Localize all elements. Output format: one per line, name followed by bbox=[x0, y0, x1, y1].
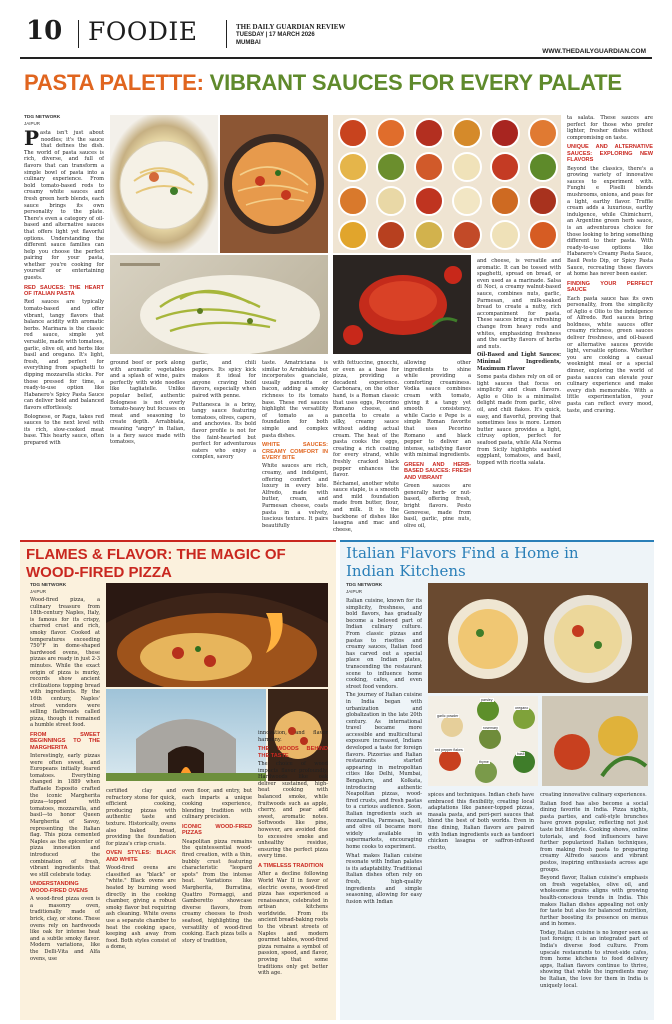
paragraph: asta isn't just about noodles; it's the sauce that defines the dish. The world of pasta sauces is rich, diverse, and full of flavors that can transform a simple bowl of pasta into a culinary experience. From bold tomato-based reds to creamy white sauces and fresh green herb blends, each sauce brings its own personality to the plate. There's even a category of oil-based and alternative sauces that offers light yet flavorful options. Understanding the different sauce families can help you choose the perfect pairing for your pasta, whether you're cooking for yourself or entertaining guests. bbox=[24, 130, 104, 282]
paragraph: Beyond flavor, Italian cuisine's emphasis on fresh vegetables, olive oil, and wholesome grains aligns with growing health-conscious trends in India. This makes Italian dishes appealing not only for taste but also for balanced nutrition, further boosting its presence on menus and in homes. bbox=[540, 875, 648, 928]
tomato-sauce-illustration bbox=[333, 255, 471, 354]
article2-col2 bbox=[106, 788, 176, 1013]
headline-part-1: PASTA PALETTE: bbox=[24, 70, 204, 95]
paragraph: Wood-fired ovens are classified as "black" or "white." Black ovens are heated by burning wood directly in the cooking chamber, giving a robust smoky flavor but requiring ash cleaning. White ovens use a separate chamber to heat the cooking space, keeping ash away from food. Both styles consist of a dome, bbox=[106, 865, 176, 951]
issue-city: MUMBAI bbox=[236, 40, 261, 46]
masthead-divider-2 bbox=[226, 20, 227, 48]
article1-byline bbox=[24, 115, 104, 126]
byline-city: JAIPUR bbox=[30, 588, 47, 594]
subhead-iconic-pizzas: ICONIC WOOD-FIRED PIZZAS bbox=[182, 823, 252, 837]
masthead-divider bbox=[78, 20, 79, 48]
subhead-red-sauces: RED SAUCES: THE HEART OF ITALIAN PASTA bbox=[24, 284, 104, 298]
italian-dishes-photo bbox=[428, 583, 648, 693]
herb-label: basil bbox=[517, 752, 525, 756]
pesto-pasta-illustration bbox=[110, 255, 328, 354]
article1-col3 bbox=[192, 360, 256, 535]
spaghetti-pan-photo bbox=[220, 115, 328, 253]
paragraph: Puttanesca is a briny, tangy sauce featuring tomatoes, olives, capers, and anchovies. Its bold flavor profile is not for the faint-hearted but perfect for adventurous eaters who enjoy a complex, savory bbox=[192, 401, 256, 461]
subhead-green-sauces: GREEN AND HERB-BASED SAUCES: FRESH AND VIBRANT bbox=[404, 461, 471, 481]
masthead bbox=[0, 0, 672, 60]
paragraph: taste. Amatriciana is similar to Arrabbiata but incorporates guanciale, usually pancetta or bacon, adding a smoky richness to its tomato base. These red sauces highlight the versatility of tomato as a foundation for both simple and complex pasta dishes. bbox=[262, 360, 328, 439]
subhead-sweet-beginnings: FROM SWEET BEGINNINGS TO THE MARGHERITA bbox=[30, 731, 100, 751]
pasta-bowl-photo bbox=[110, 115, 218, 253]
pasta-plates-illustration bbox=[428, 583, 648, 693]
article1-headline bbox=[24, 70, 654, 96]
herb-label: rosemary bbox=[483, 726, 498, 730]
paragraph: Oil-Based and Light Sauces: Minimal Ingredients, Maximum Flavor bbox=[477, 352, 561, 372]
paragraph: and cheese, is versatile and aromatic. It can be tossed with spaghetti, spread on bread, or even used as a marinade. Salsa di Noci, a creamy walnut-based sauce, combines nuts, garlic, Parmesan, and milk-soaked bread to create a nutty, rich accompaniment for pasta. These sauces bring a refreshing change from heavy reds and whites, emphasizing freshness and the earthy flavors of herbs and nuts. bbox=[477, 258, 561, 350]
article2-col1 bbox=[30, 597, 100, 1012]
outdoor-oven-illustration bbox=[106, 689, 266, 781]
masthead-rule bbox=[20, 57, 652, 59]
subhead-oven-styles: OVEN STYLES: BLACK AND WHITE bbox=[106, 850, 176, 863]
wood-fired-pizza-photo bbox=[106, 583, 328, 687]
paragraph: Interestingly, early pizzas were often sweet, and Europeans initially feared tomatoes. Everything changed in 1889 when Raffaele Esposito crafted the iconic Margherita pizza—topped with tomatoes, mozzarella, and basil—to honor Queen Margherita of Savoy, representing the Italian flag. This pizza cemented Naples as the epicenter of pizza innovation and introduced the combination of fresh, vibrant ingredients that we still celebrate today. bbox=[30, 753, 100, 878]
paper-name: THE DAILY GUARDIAN REVIEW bbox=[236, 23, 346, 31]
section-title: FOODIE bbox=[88, 17, 198, 46]
paragraph: Each pasta sauce has its own personality, from the simplicity of Aglio e Olio to the indulgence of Alfredo. Red sauces bring boldness, white sauces offer creamy richness, green sauces deliver freshness, and oil-based or alternative sauces provide light, versatile options. Whether you are cooking a casual weeknight meal or a special dinner, exploring the world of pasta sauces can elevate your culinary experience and make every dish memorable. With a little experimentation, your pasta can reflect every mood, taste, and craving. bbox=[567, 295, 653, 414]
paragraph: with fettuccine, gnocchi, or even as a base for pizza, providing a decadent experience. Carbonara, on the other hand, is a Roman classic that uses eggs, Pecorino Romano cheese, and pancetta to create a silky, creamy sauce without adding actual cream. The heat of the pasta cooks the eggs, creating a rich coating for every strand, while freshly cracked black pepper enhances the flavor. bbox=[333, 360, 399, 479]
article1-col6 bbox=[404, 360, 471, 535]
paragraph: Green sauces are generally herb- or nut-based, offering fresh, bright flavors. Pesto Genovese, made from basil, garlic, pine nuts, olive oil, bbox=[404, 483, 471, 529]
paragraph: Red sauces are typically tomato-based and offer vibrant, tangy flavors that balance acidity with aromatic herbs. Marinara is the classic red sauce, simple yet versatile, made with tomatoes, garlic, olive oil, and herbs like basil and oregano. It's light, fresh, and perfect for everything from spaghetti to dipping mozzarella sticks. For those pressed for time, a ready-to-use option like Habanero's Spicy Pasta Sauce can deliver bold and balanced flavors effortlessly. bbox=[24, 299, 104, 411]
spices-herbs-photo bbox=[542, 696, 648, 786]
paragraph: A wood-fired pizza oven is a masonry oven, traditionally made of brick, clay, or stone. These ovens rely on hardwoods like oak for intense heat and a subtle smoky flavor. Modern variations, like the Delli-Vita and Alfa ovens, use bbox=[30, 896, 100, 962]
herb-label: red pepper flakes bbox=[435, 748, 463, 752]
paragraph: After a decline following World War II in favor of electric ovens, wood-fired pizza has experienced a renaissance, celebrated in artisan kitchens worldwide. From its ancient bread-baking roots to the vibrant streets of Naples and modern gourmet tables, wood-fired pizza remains a symbol of passion, speed, and flavor, proving that some traditions only get better with age. bbox=[258, 871, 328, 977]
page-number: 10 bbox=[26, 16, 63, 46]
paragraph: Wood-fired pizza, a culinary treasure from 18th-century Naples, Italy, is famous for its crispy, charred crust and rich, smoky flavor. Cooked at temperatures exceeding 750°F in dome-shaped hardwood ovens, these pizzas are ready in just 2-3 minutes. While the exact origin of pizza is murky, records show ancient civilizations topping bread with ingredients. By the 16th century, Naples' street vendors were selling flatbreads called pizza, though it remained a humble street food. bbox=[30, 597, 100, 729]
italian-herbs-photo bbox=[428, 696, 538, 786]
paragraph: Bolognese, or Ragu, takes red sauces to the next level with its rich, slow-cooked meat base. This hearty sauce, often prepared with bbox=[24, 413, 104, 446]
spaghetti-pan-illustration bbox=[220, 115, 328, 253]
paragraph: spices and techniques. Indian chefs have embraced this flexibility, creating local adaptations like paneer-topped pizzas, masala pasta, and peri-peri sauces that blend the best of both worlds. Even in fine dining, Italian flavors are paired with Indian ingredients such as tandoori chicken lasagna or saffron-infused risotto, bbox=[428, 792, 534, 851]
subhead-timeless: A TIMELESS TRADITION bbox=[258, 862, 324, 869]
article3-col2 bbox=[428, 792, 534, 1014]
paragraph: certified clay and refractory stone for quick, efficient cooking, producing pizzas with authentic taste and texture. Historically, ovens also baked bread, providing the foundation for pizza's crisp crusts. bbox=[106, 788, 176, 847]
subhead-woods: THE WOODS BEHIND THE TASTE bbox=[258, 746, 328, 759]
byline-org: TDG NETWORK bbox=[30, 583, 67, 588]
paragraph: oven floor, and entry, but each imparts a unique cooking experience, blending tradition with culinary precision. bbox=[182, 788, 252, 821]
paragraph: Some pasta dishes rely on oil or light sauces that focus on simplicity and clean flavors. Aglio e Olio is a minimalist delight made from garlic, olive oil, and chili flakes. It's quick, easy, and flavorful, proving that sometimes less is more. Lemon butter sauce provides a light, citrusy option, perfect for seafood pasta, while Alla Norma from Sicily highlights sautéed eggplant, tomatoes, and basil, topped with ricotta salata. bbox=[477, 374, 561, 466]
paragraph: Today, Italian cuisine is no longer seen as just foreign; it is an integrated part of India's diverse food culture. From upscale restaurants to street-side cafes, from home kitchens to food delivery apps, Italian flavors continue to thrive, showing that while the ingredients may be Italian, the love for them in India is uniquely local. bbox=[540, 929, 648, 989]
pizza-oven-photo bbox=[106, 689, 266, 781]
sauce-grid-photo bbox=[333, 115, 561, 253]
subhead-unique-sauces: UNIQUE AND ALTERNATIVE SAUCES: EXPLORING NEW FLAVORS bbox=[567, 144, 653, 164]
article2-col4 bbox=[258, 730, 328, 1015]
article3-byline bbox=[346, 583, 416, 594]
paragraph: White sauces are rich, creamy, and indulgent, offering comfort and luxury in every bite. Alfredo, made with butter, cream, and Parmesan cheese, coats pasta in a velvety, luscious texture. It pairs beautifully bbox=[262, 463, 328, 529]
article3-headline: Italian Flavors Find a Home in Indian Kitchens bbox=[346, 544, 579, 580]
paragraph: garlic, and chili peppers. Its spicy kick makes it ideal for anyone craving bold flavors, especially when paired with penne. bbox=[192, 360, 256, 399]
article1-col8 bbox=[567, 115, 653, 537]
article1-col1 bbox=[24, 130, 104, 540]
issue-date: TUESDAY | 17 MARCH 2026 bbox=[236, 32, 315, 38]
byline-org: TDG NETWORK bbox=[24, 115, 61, 120]
paragraph: Neapolitan pizza remains the quintessential wood-fired creation, with a thin, bubbly crust featuring characteristic "leopard spots" from the intense heat. Variations like Margherita, Burratina, Quattro Formaggi, and Gamberetto showcase diverse flavors, from creamy cheeses to fresh seafood, highlighting the versatility of wood-fired cooking. Each pizza tells a story of tradition, bbox=[182, 838, 252, 944]
subhead-white-sauces: WHITE SAUCES: CREAMY COMFORT IN EVERY BITE bbox=[262, 442, 328, 461]
herb-label: garlic powder bbox=[437, 714, 459, 718]
headline-part-2: VIBRANT SAUCES FOR EVERY PALATE bbox=[209, 70, 622, 95]
article3-col3 bbox=[540, 792, 648, 1014]
tomato-herbs-photo bbox=[333, 255, 471, 354]
paragraph: innovation, and flavor harmony. bbox=[258, 730, 328, 743]
pizza-oven-illustration bbox=[106, 583, 328, 687]
article2-headline: FLAMES & FLAVOR: THE MAGIC OF WOOD-FIRED PIZZA bbox=[26, 546, 286, 581]
byline-org: TDG NETWORK bbox=[346, 583, 383, 588]
article1-col7 bbox=[477, 258, 561, 535]
paragraph: Béchamel, another white sauce staple, is a smooth and mild foundation made from butter, flour, and milk. It is the backbone of dishes like lasagna and mac and cheese, bbox=[333, 480, 399, 533]
paragraph: allowing other ingredients to shine while providing a comforting creaminess. Vodka sauce combines cream with tomato, giving it a tangy yet smooth consistency, while Cacio e Pepe is a simple Roman favorite that uses Pecorino Romano and black pepper to deliver an intense, satisfying flavor with minimal ingredients. bbox=[404, 360, 471, 459]
article1-col2 bbox=[110, 360, 185, 535]
byline-city: JAIPUR bbox=[346, 588, 363, 594]
herb-label: thyme bbox=[479, 760, 489, 764]
article1-col4 bbox=[262, 360, 328, 535]
herb-label: oregano bbox=[515, 706, 529, 710]
paragraph: The choice of wood impacts flavor profoundly. Hardwoods like oak deliver sustained, high-heat cooking with balanced smoke, while fruitwoods such as apple, cherry, and pear add sweet, aromatic notes. Softwoods like pine, however, are avoided due to excessive smoke and unhealthy residue, ensuring the perfect pizza every time. bbox=[258, 761, 328, 860]
paragraph: Italian cuisine, known for its simplicity, freshness, and bold flavors, has gradually become a beloved part of Indian culinary culture. From classic pizzas and pastas to risottos and creamy sauces, Italian food has carved out a special place on Indian plates, transcending the restaurant scene to influence home cooking, cafes, and even street food vendors. bbox=[346, 598, 422, 690]
paragraph: What makes Italian cuisine resonate with Indian palates is its adaptability. Traditional Italian dishes often rely on fresh, high-quality ingredients and simple seasoning, allowing for easy fusion with Indian bbox=[346, 852, 422, 905]
paragraph: ground beef or pork along with aromatic vegetables and a splash of wine, pairs perfectly with wide noodles like tagliatelle. Unlike popular belief, authentic Bolognese is not overly tomato-heavy but focuses on meat and seasoning to create depth. Arrabbiata, meaning "angry" in Italian, is a fiery sauce made with tomatoes, bbox=[110, 360, 185, 446]
herb-label: parsley bbox=[481, 698, 493, 702]
paragraph: creating innovative culinary experiences. bbox=[540, 792, 647, 798]
byline-city: JAIPUR bbox=[24, 120, 41, 126]
website-link[interactable]: WWW.THEDAILYGUARDIAN.COM bbox=[542, 48, 646, 55]
paragraph: ta salata. These sauces are perfect for those who prefer lighter, fresher dishes without compromising on taste. bbox=[567, 115, 653, 141]
sauce-bowls-grid bbox=[333, 115, 561, 253]
pasta-bowl-illustration bbox=[110, 115, 218, 253]
spices-illustration bbox=[542, 696, 648, 786]
drop-cap: P bbox=[24, 130, 40, 150]
paragraph: Beyond the classics, there's a growing variety of innovative sauces to experiment with. Funghi e Piselli blends mushrooms, onions, and peas for a light, earthy flavor. Truffle cream adds a luxurious, earthy indulgence, while Chimichurri, an Argentine green herb sauce, is an adventurous choice for those looking to bring something different to their pasta. With ready-to-use options like Habanero's Creamy Pasta Sauce, Basil Pesto Dip, or Spicy Pasta Sauce, recreating these flavors at home has never been easier. bbox=[567, 165, 653, 278]
article1-col5 bbox=[333, 360, 399, 535]
paragraph: The journey of Italian cuisine in India began with urbanization and globalization in the late 20th century. As international travel became more accessible and multicultural exposure increased, Indians developed a taste for foreign flavors. Pizzerias and Italian restaurants started appearing in metropolitan cities like Delhi, Mumbai, Bengaluru, and Kolkata, introducing authentic Neapolitan pizzas, wood-fired crusts, and fresh pastas to a curious audience. Soon, Italian ingredients such as mozzarella, Parmesan, basil, and olive oil became more widely available in supermarkets, encouraging home cooks to experiment. bbox=[346, 692, 422, 850]
pesto-pasta-photo bbox=[110, 255, 328, 354]
article3-col1 bbox=[346, 598, 422, 1016]
paragraph: Italian food has also become a social dining favorite in India. Pizza nights, pasta parties, and café-style brunches have grown popular, reflecting not just taste but lifestyle. Cooking shows, online tutorials, and food influencers have further popularized Italian techniques, from making fresh pasta to preparing creamy Alfredo sauces and vibrant pestos, inspiring enthusiasts across age groups. bbox=[540, 800, 648, 873]
article2-byline bbox=[30, 583, 100, 594]
subhead-understanding-ovens: UNDERSTANDING WOOD-FIRED OVENS bbox=[30, 881, 88, 894]
subhead-finding-sauce: FINDING YOUR PERFECT SAUCE bbox=[567, 280, 653, 294]
article2-col3 bbox=[182, 788, 252, 1013]
